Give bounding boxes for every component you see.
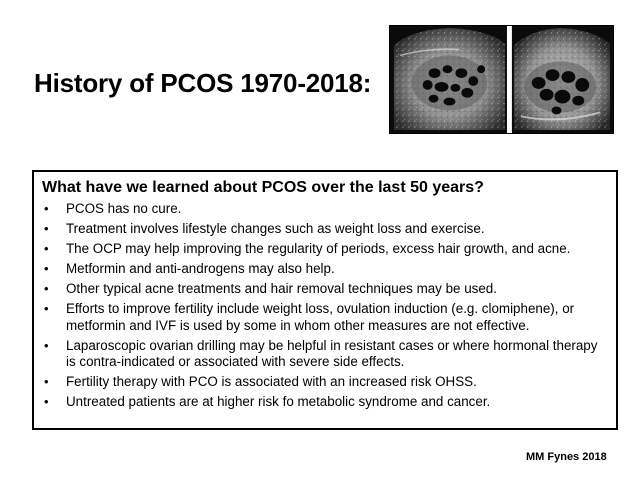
- list-item: [42, 261, 608, 278]
- list-item-text: Untreated patients are at higher risk fo metabolic syndrome and cancer.: [66, 394, 491, 409]
- bullet-icon: •: [44, 374, 49, 389]
- bullet-icon: •: [44, 221, 49, 236]
- list-item-text: Fertility therapy with PCO is associated with an increased risk OHSS.: [66, 374, 477, 389]
- bullet-list: [42, 201, 608, 411]
- bullet-icon: •: [44, 201, 49, 216]
- bullet-icon: •: [44, 281, 49, 296]
- list-item-text: Efforts to improve fertility include weight loss, ovulation induction (e.g. clomiphene), or metformin and IVF is used by some in whom other measures are not effective.: [66, 301, 575, 333]
- list-item-text: Treatment involves lifestyle changes such as weight loss and exercise.: [66, 221, 485, 236]
- box-heading: What have we learned about PCOS over the last 50 years?: [42, 179, 484, 196]
- author-credit: MM Fynes 2018: [526, 451, 607, 463]
- list-item: [42, 374, 608, 391]
- bullet-icon: •: [44, 241, 49, 256]
- list-item-text: The OCP may help improving the regularity of periods, excess hair growth, and acne.: [66, 241, 571, 256]
- list-item: [42, 221, 608, 238]
- list-item: [42, 338, 608, 371]
- ovary-ultrasound-image: [389, 25, 614, 134]
- list-item: [42, 394, 608, 411]
- ultrasound-icon: [390, 26, 613, 133]
- list-item-text: Metformin and anti-androgens may also help.: [66, 261, 335, 276]
- content-box: [32, 170, 618, 430]
- list-item: [42, 301, 608, 334]
- bullet-icon: •: [44, 261, 49, 276]
- bullet-icon: •: [44, 301, 49, 316]
- list-item: [42, 201, 608, 218]
- slide-title: History of PCOS 1970-2018:: [34, 68, 372, 98]
- list-item: [42, 281, 608, 298]
- list-item-text: Other typical acne treatments and hair removal techniques may be used.: [66, 281, 497, 296]
- list-item-text: Laparoscopic ovarian drilling may be helpful in resistant cases or where hormonal therapy is contra-indicated or associated with severe side effects.: [66, 337, 598, 369]
- list-item: [42, 241, 608, 258]
- bullet-icon: •: [44, 394, 49, 409]
- list-item-text: PCOS has no cure.: [66, 201, 182, 216]
- bullet-icon: •: [44, 337, 49, 353]
